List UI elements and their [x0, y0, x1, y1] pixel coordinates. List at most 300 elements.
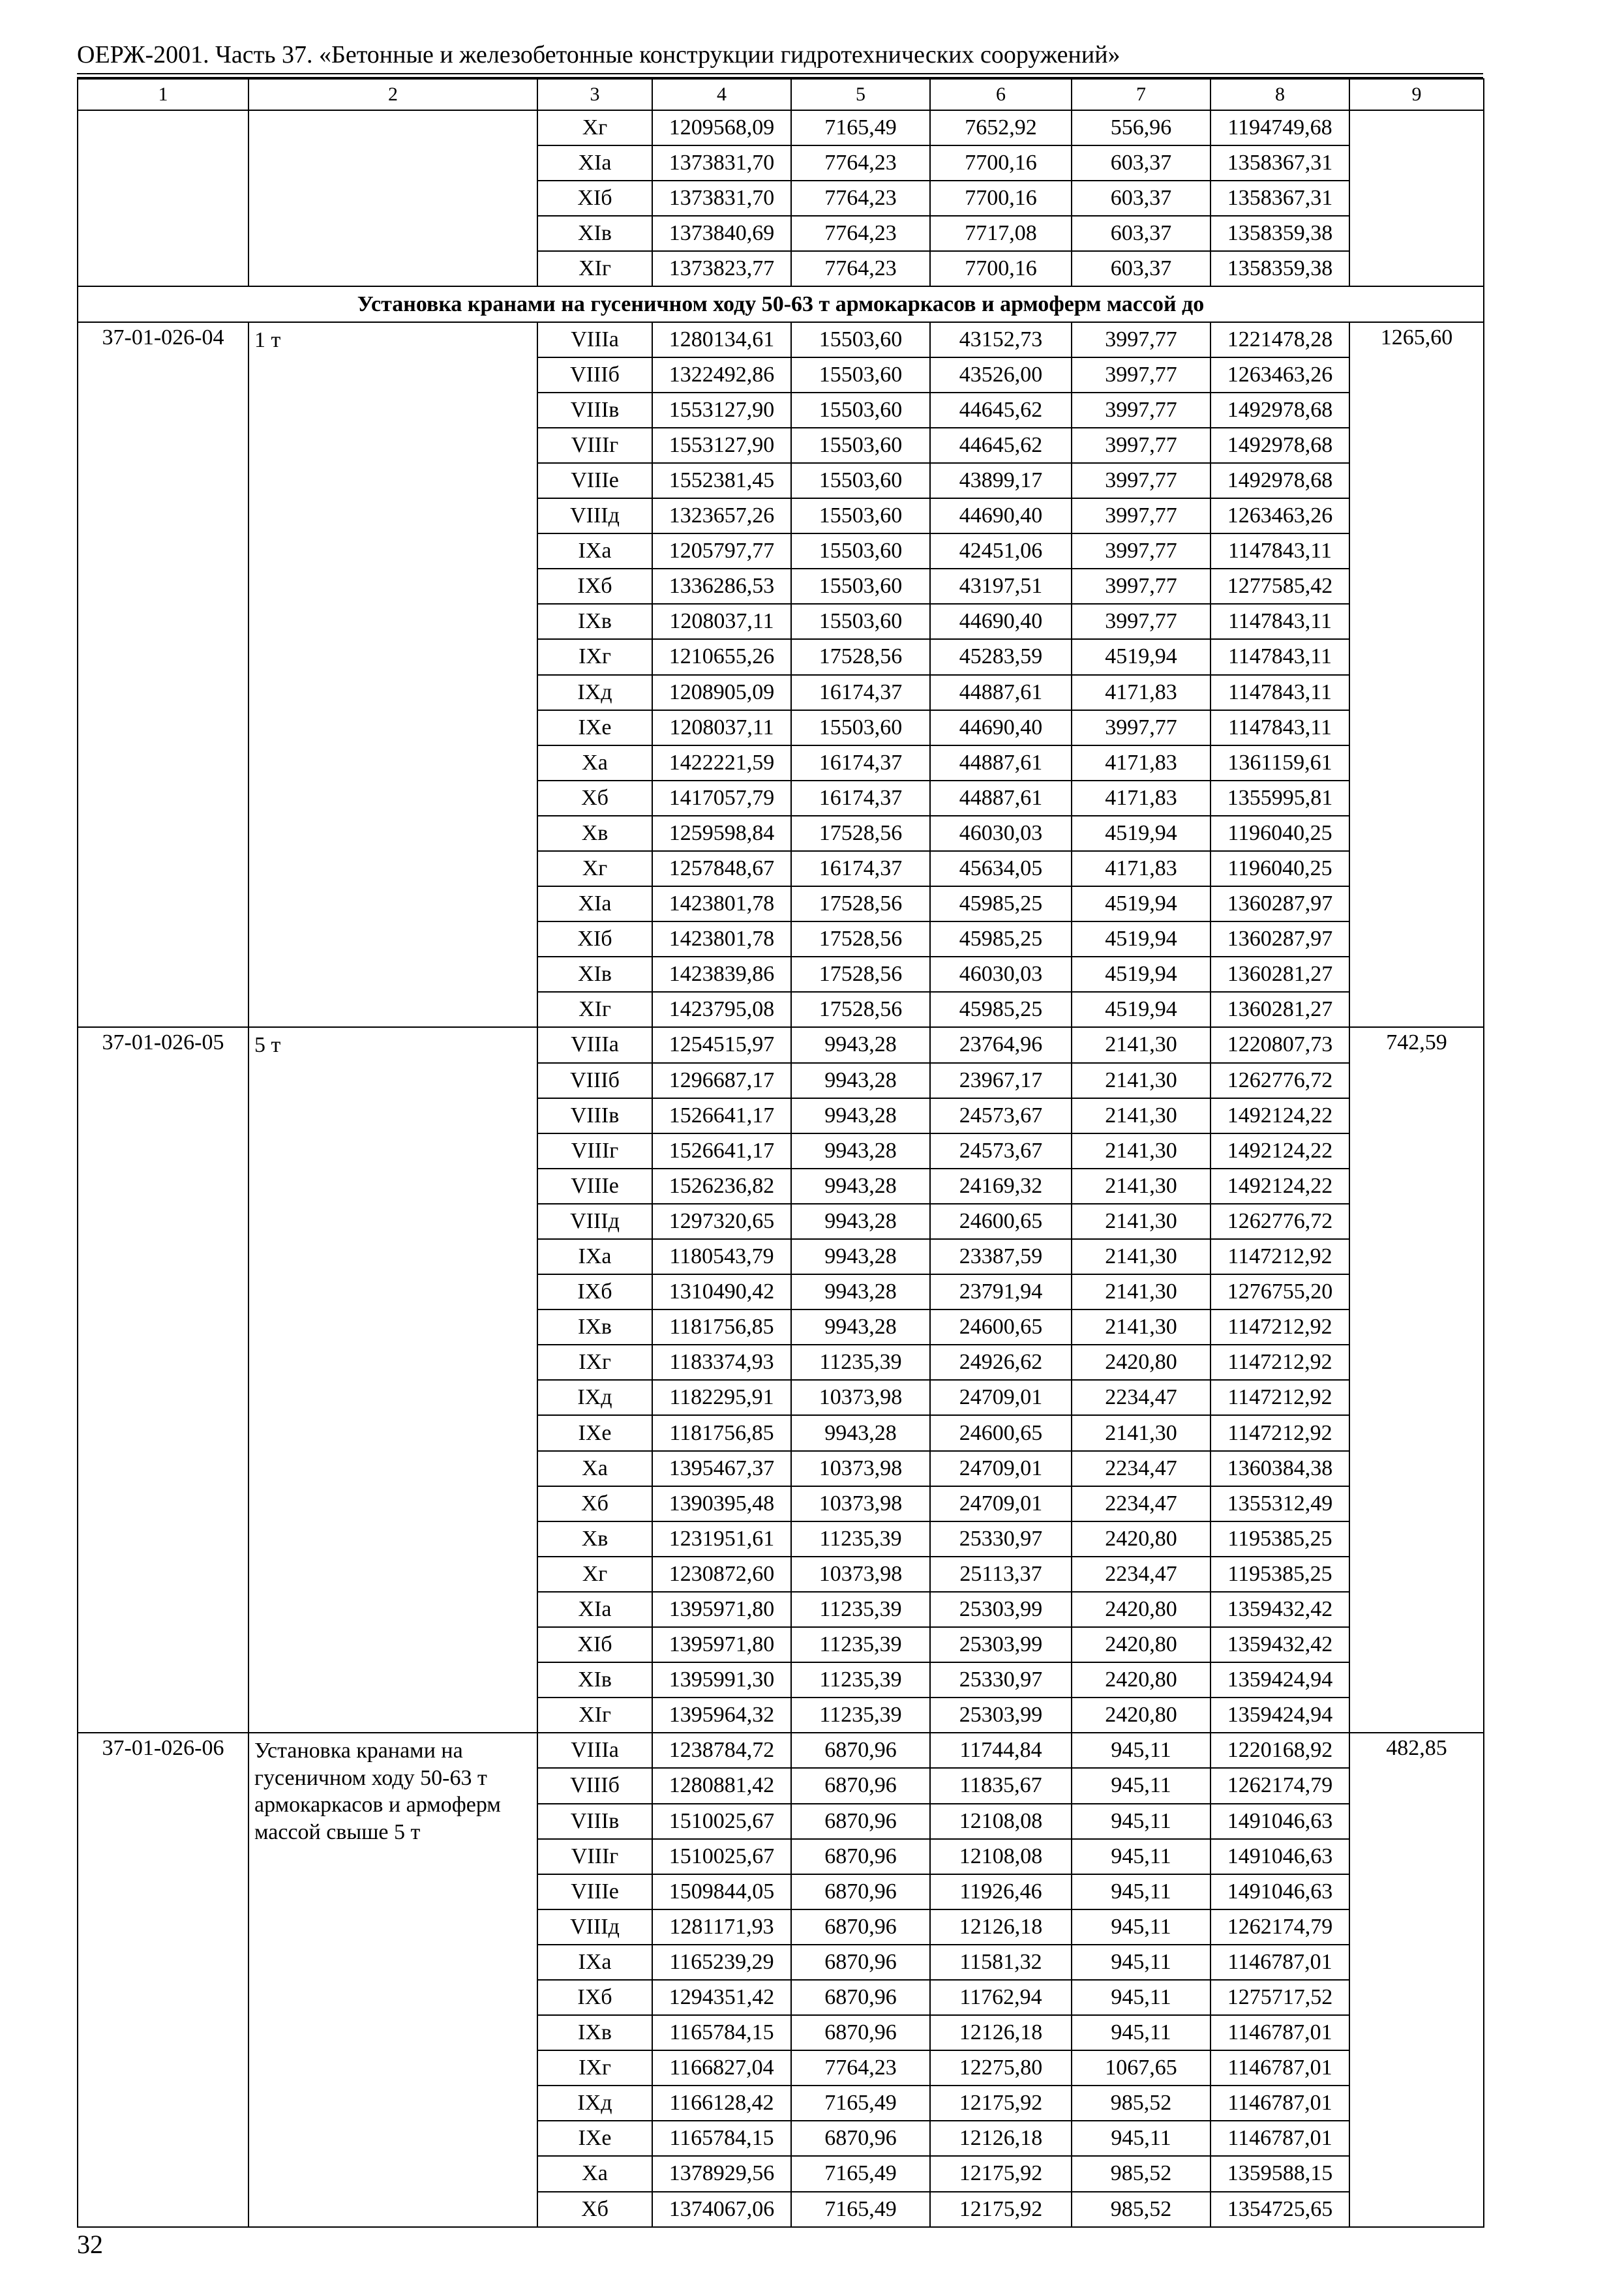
zone-cell: IХг — [537, 639, 652, 674]
total-cost-cell: 1373840,69 — [652, 216, 791, 251]
wage-cell: 16174,37 — [791, 675, 930, 710]
material-cost-cell: 1360287,97 — [1210, 886, 1349, 921]
rate-code-cell: 37-01-026-04 — [78, 322, 248, 1028]
material-cost-cell: 1147212,92 — [1210, 1345, 1349, 1380]
column-number-cell: 6 — [930, 79, 1072, 110]
wage-cell: 6870,96 — [791, 1980, 930, 2015]
zone-cell: Хв — [537, 816, 652, 851]
material-cost-cell: 1147212,92 — [1210, 1239, 1349, 1274]
material-cost-cell: 1220168,92 — [1210, 1733, 1349, 1768]
machinist-wage-cell: 4519,94 — [1072, 639, 1210, 674]
material-cost-cell: 1358359,38 — [1210, 251, 1349, 286]
rate-name-cell: Установка кранами на гусеничном ходу 50-63 т армокаркасов и армоферм массой свыше 5 т — [248, 1733, 537, 2226]
column-number-cell: 9 — [1349, 79, 1484, 110]
zone-cell: VIIIд — [537, 498, 652, 533]
zone-cell: XIа — [537, 145, 652, 181]
total-cost-cell: 1322492,86 — [652, 357, 791, 393]
machine-cost-cell: 24709,01 — [930, 1451, 1072, 1486]
machinist-wage-cell: 3997,77 — [1072, 604, 1210, 639]
material-cost-cell: 1146787,01 — [1210, 1945, 1349, 1980]
total-cost-cell: 1230872,60 — [652, 1557, 791, 1592]
machinist-wage-cell: 4519,94 — [1072, 886, 1210, 921]
wage-cell: 11235,39 — [791, 1698, 930, 1733]
rate-code-cell: 37-01-026-05 — [78, 1027, 248, 1733]
zone-cell: VIIIе — [537, 1874, 652, 1909]
table-body — [78, 79, 1484, 2227]
machinist-wage-cell: 4519,94 — [1072, 992, 1210, 1027]
wage-cell: 9943,28 — [791, 1274, 930, 1309]
total-cost-cell: 1254515,97 — [652, 1027, 791, 1062]
machinist-wage-cell: 3997,77 — [1072, 463, 1210, 498]
wage-cell: 15503,60 — [791, 463, 930, 498]
machine-cost-cell: 12108,08 — [930, 1839, 1072, 1874]
wage-cell: 11235,39 — [791, 1662, 930, 1698]
machinist-wage-cell: 985,52 — [1072, 2192, 1210, 2227]
total-cost-cell: 1280881,42 — [652, 1768, 791, 1803]
machine-cost-cell: 24926,62 — [930, 1345, 1072, 1380]
material-cost-cell: 1492124,22 — [1210, 1098, 1349, 1133]
material-cost-cell: 1146787,01 — [1210, 2015, 1349, 2050]
machinist-wage-cell: 3997,77 — [1072, 322, 1210, 357]
column-number-cell: 8 — [1210, 79, 1349, 110]
machine-cost-cell: 23791,94 — [930, 1274, 1072, 1309]
machinist-wage-cell: 2234,47 — [1072, 1486, 1210, 1521]
wage-cell: 17528,56 — [791, 992, 930, 1027]
total-cost-cell: 1395991,30 — [652, 1662, 791, 1698]
zone-cell: XIв — [537, 216, 652, 251]
material-cost-cell: 1147843,11 — [1210, 533, 1349, 569]
machine-cost-cell: 45985,25 — [930, 992, 1072, 1027]
total-cost-cell: 1166128,42 — [652, 2086, 791, 2121]
wage-cell: 15503,60 — [791, 393, 930, 428]
machinist-wage-cell: 945,11 — [1072, 1945, 1210, 1980]
material-cost-cell: 1491046,63 — [1210, 1804, 1349, 1839]
material-cost-cell: 1355995,81 — [1210, 781, 1349, 816]
total-cost-cell: 1208037,11 — [652, 604, 791, 639]
wage-cell: 6870,96 — [791, 1874, 930, 1909]
zone-cell: IХг — [537, 2050, 652, 2086]
machinist-wage-cell: 2141,30 — [1072, 1309, 1210, 1345]
zone-cell: VIIIа — [537, 322, 652, 357]
total-cost-cell: 1310490,42 — [652, 1274, 791, 1309]
material-cost-cell: 1360287,97 — [1210, 921, 1349, 957]
machinist-wage-cell: 4519,94 — [1072, 816, 1210, 851]
machine-cost-cell: 23967,17 — [930, 1063, 1072, 1098]
machinist-wage-cell: 945,11 — [1072, 1839, 1210, 1874]
machine-cost-cell: 12175,92 — [930, 2086, 1072, 2121]
machine-cost-cell: 44887,61 — [930, 675, 1072, 710]
material-cost-cell: 1263463,26 — [1210, 357, 1349, 393]
zone-cell: VIIIб — [537, 1768, 652, 1803]
material-cost-cell: 1263463,26 — [1210, 498, 1349, 533]
machine-cost-cell: 46030,03 — [930, 816, 1072, 851]
zone-cell: XIб — [537, 181, 652, 216]
zone-cell: IХд — [537, 2086, 652, 2121]
wage-cell: 17528,56 — [791, 957, 930, 992]
machine-cost-cell: 24169,32 — [930, 1169, 1072, 1204]
total-cost-cell: 1374067,06 — [652, 2192, 791, 2227]
machinist-wage-cell: 2141,30 — [1072, 1133, 1210, 1169]
wage-cell: 6870,96 — [791, 1945, 930, 1980]
wage-cell: 7764,23 — [791, 181, 930, 216]
machinist-wage-cell: 945,11 — [1072, 1909, 1210, 1945]
column-number-cell: 5 — [791, 79, 930, 110]
total-cost-cell: 1526641,17 — [652, 1133, 791, 1169]
wage-cell: 11235,39 — [791, 1592, 930, 1627]
zone-cell: Хг — [537, 851, 652, 886]
machine-cost-cell: 7652,92 — [930, 110, 1072, 145]
machine-cost-cell: 12175,92 — [930, 2156, 1072, 2191]
material-cost-cell: 1358367,31 — [1210, 145, 1349, 181]
column-number-row — [78, 79, 1484, 110]
machine-cost-cell: 25303,99 — [930, 1627, 1072, 1662]
material-cost-cell: 1355312,49 — [1210, 1486, 1349, 1521]
zone-cell: IХд — [537, 1380, 652, 1415]
machine-cost-cell: 7717,08 — [930, 216, 1072, 251]
machine-cost-cell: 24600,65 — [930, 1204, 1072, 1239]
total-cost-cell: 1323657,26 — [652, 498, 791, 533]
material-cost-cell: 1360281,27 — [1210, 957, 1349, 992]
total-cost-cell: 1395971,80 — [652, 1627, 791, 1662]
machine-cost-cell: 11926,46 — [930, 1874, 1072, 1909]
wage-cell: 10373,98 — [791, 1557, 930, 1592]
wage-cell: 17528,56 — [791, 886, 930, 921]
zone-cell: VIIIд — [537, 1909, 652, 1945]
table-row — [78, 1733, 1484, 1768]
wage-cell: 9943,28 — [791, 1133, 930, 1169]
rate-code-cell: 37-01-026-06 — [78, 1733, 248, 2226]
wage-cell: 16174,37 — [791, 851, 930, 886]
zone-cell: Хг — [537, 1557, 652, 1592]
section-heading: Установка кранами на гусеничном ходу 50-63 т армокаркасов и армоферм массой до — [78, 286, 1484, 322]
machine-cost-cell: 43197,51 — [930, 569, 1072, 604]
total-cost-cell: 1373831,70 — [652, 145, 791, 181]
machinist-wage-cell: 2234,47 — [1072, 1451, 1210, 1486]
machinist-wage-cell: 4171,83 — [1072, 851, 1210, 886]
machine-cost-cell: 24573,67 — [930, 1098, 1072, 1133]
total-cost-cell: 1208905,09 — [652, 675, 791, 710]
machinist-wage-cell: 2141,30 — [1072, 1027, 1210, 1062]
zone-cell: IХв — [537, 604, 652, 639]
total-cost-cell: 1336286,53 — [652, 569, 791, 604]
material-cost-cell: 1354725,65 — [1210, 2192, 1349, 2227]
zone-cell: XIг — [537, 992, 652, 1027]
zone-cell: IХе — [537, 1415, 652, 1450]
machine-cost-cell: 24709,01 — [930, 1486, 1072, 1521]
machine-cost-cell: 24709,01 — [930, 1380, 1072, 1415]
wage-cell: 9943,28 — [791, 1027, 930, 1062]
machine-cost-cell: 43899,17 — [930, 463, 1072, 498]
machinist-wage-cell: 2141,30 — [1072, 1239, 1210, 1274]
wage-cell: 9943,28 — [791, 1415, 930, 1450]
total-cost-cell: 1166827,04 — [652, 2050, 791, 2086]
total-cost-cell: 1180543,79 — [652, 1239, 791, 1274]
material-cost-cell: 1361159,61 — [1210, 745, 1349, 781]
zone-cell: IХб — [537, 1980, 652, 2015]
column-number-cell: 7 — [1072, 79, 1210, 110]
machinist-wage-cell: 4171,83 — [1072, 781, 1210, 816]
total-cost-cell: 1422221,59 — [652, 745, 791, 781]
machinist-wage-cell: 3997,77 — [1072, 428, 1210, 463]
machine-cost-cell: 44645,62 — [930, 428, 1072, 463]
total-cost-cell: 1423795,08 — [652, 992, 791, 1027]
machinist-wage-cell: 603,37 — [1072, 145, 1210, 181]
material-cost-cell: 1360281,27 — [1210, 992, 1349, 1027]
wage-cell: 7764,23 — [791, 2050, 930, 2086]
total-cost-cell: 1183374,93 — [652, 1345, 791, 1380]
material-cost-cell: 1147843,11 — [1210, 639, 1349, 674]
table-row — [78, 1027, 1484, 1062]
machine-cost-cell: 11762,94 — [930, 1980, 1072, 2015]
machine-cost-cell: 24573,67 — [930, 1133, 1072, 1169]
wage-cell: 6870,96 — [791, 1768, 930, 1803]
wage-cell: 15503,60 — [791, 533, 930, 569]
zone-cell: IХб — [537, 1274, 652, 1309]
machine-cost-cell: 12275,80 — [930, 2050, 1072, 2086]
zone-cell: IХа — [537, 1239, 652, 1274]
machinist-wage-cell: 603,37 — [1072, 216, 1210, 251]
wage-cell: 9943,28 — [791, 1169, 930, 1204]
wage-cell: 16174,37 — [791, 745, 930, 781]
machine-cost-cell: 45283,59 — [930, 639, 1072, 674]
machine-cost-cell: 46030,03 — [930, 957, 1072, 992]
total-cost-cell: 1280134,61 — [652, 322, 791, 357]
machinist-wage-cell: 2420,80 — [1072, 1521, 1210, 1557]
machinist-wage-cell: 945,11 — [1072, 1804, 1210, 1839]
rate-name-cell — [248, 110, 537, 286]
wage-cell: 11235,39 — [791, 1627, 930, 1662]
total-cost-cell: 1395467,37 — [652, 1451, 791, 1486]
machine-cost-cell: 45985,25 — [930, 921, 1072, 957]
machinist-wage-cell: 2420,80 — [1072, 1698, 1210, 1733]
machine-cost-cell: 25113,37 — [930, 1557, 1072, 1592]
total-cost-cell: 1373831,70 — [652, 181, 791, 216]
material-cost-cell: 1147843,11 — [1210, 604, 1349, 639]
total-cost-cell: 1553127,90 — [652, 393, 791, 428]
machinist-wage-cell: 2420,80 — [1072, 1592, 1210, 1627]
column-number-cell: 4 — [652, 79, 791, 110]
header-divider — [77, 73, 1483, 74]
zone-cell: VIIIв — [537, 1804, 652, 1839]
wage-cell: 15503,60 — [791, 357, 930, 393]
material-cost-cell: 1146787,01 — [1210, 2121, 1349, 2156]
material-cost-cell: 1221478,28 — [1210, 322, 1349, 357]
zone-cell: VIIIв — [537, 393, 652, 428]
machinist-wage-cell: 2141,30 — [1072, 1063, 1210, 1098]
zone-cell: IХа — [537, 533, 652, 569]
machinist-wage-cell: 2234,47 — [1072, 1557, 1210, 1592]
material-cost-cell: 1359424,94 — [1210, 1662, 1349, 1698]
total-cost-cell: 1296687,17 — [652, 1063, 791, 1098]
material-cost-cell: 1359588,15 — [1210, 2156, 1349, 2191]
machinist-wage-cell: 945,11 — [1072, 1733, 1210, 1768]
zone-cell: Ха — [537, 1451, 652, 1486]
zone-cell: XIа — [537, 886, 652, 921]
machine-cost-cell: 25303,99 — [930, 1592, 1072, 1627]
machine-cost-cell: 7700,16 — [930, 145, 1072, 181]
machine-cost-cell: 44690,40 — [930, 710, 1072, 745]
total-cost-cell: 1208037,11 — [652, 710, 791, 745]
machinist-wage-cell: 945,11 — [1072, 1980, 1210, 2015]
wage-cell: 10373,98 — [791, 1451, 930, 1486]
zone-cell: IХа — [537, 1945, 652, 1980]
machine-cost-cell: 23387,59 — [930, 1239, 1072, 1274]
zone-cell: VIIIг — [537, 1839, 652, 1874]
wage-cell: 15503,60 — [791, 569, 930, 604]
material-cost-cell: 1195385,25 — [1210, 1521, 1349, 1557]
material-cost-cell: 1147843,11 — [1210, 710, 1349, 745]
machine-cost-cell: 44887,61 — [930, 745, 1072, 781]
total-cost-cell: 1181756,85 — [652, 1415, 791, 1450]
machinist-wage-cell: 2141,30 — [1072, 1204, 1210, 1239]
total-cost-cell: 1417057,79 — [652, 781, 791, 816]
zone-cell: Ха — [537, 2156, 652, 2191]
wage-cell: 6870,96 — [791, 2015, 930, 2050]
total-cost-cell: 1390395,48 — [652, 1486, 791, 1521]
column-number-cell: 3 — [537, 79, 652, 110]
total-cost-cell: 1210655,26 — [652, 639, 791, 674]
material-cost-cell: 1492978,68 — [1210, 428, 1349, 463]
material-cost-cell: 1262776,72 — [1210, 1063, 1349, 1098]
total-cost-cell: 1423801,78 — [652, 886, 791, 921]
wage-cell: 7165,49 — [791, 2156, 930, 2191]
machine-cost-cell: 43526,00 — [930, 357, 1072, 393]
material-cost-cell: 1194749,68 — [1210, 110, 1349, 145]
machinist-wage-cell: 3997,77 — [1072, 498, 1210, 533]
machine-cost-cell: 24600,65 — [930, 1415, 1072, 1450]
machine-cost-cell: 25303,99 — [930, 1698, 1072, 1733]
material-cost-cell: 1147212,92 — [1210, 1309, 1349, 1345]
wage-cell: 6870,96 — [791, 1909, 930, 1945]
zone-cell: IХе — [537, 710, 652, 745]
total-cost-cell: 1165784,15 — [652, 2015, 791, 2050]
machinist-wage-cell: 3997,77 — [1072, 393, 1210, 428]
material-cost-cell: 1262776,72 — [1210, 1204, 1349, 1239]
machine-cost-cell: 23764,96 — [930, 1027, 1072, 1062]
machinist-wage-cell: 4519,94 — [1072, 957, 1210, 992]
total-cost-cell: 1509844,05 — [652, 1874, 791, 1909]
zone-cell: VIIIв — [537, 1098, 652, 1133]
total-cost-cell: 1373823,77 — [652, 251, 791, 286]
machinist-wage-cell: 2141,30 — [1072, 1098, 1210, 1133]
material-cost-cell: 1491046,63 — [1210, 1839, 1349, 1874]
machine-cost-cell: 42451,06 — [930, 533, 1072, 569]
labor-cost-cell: 742,59 — [1349, 1027, 1484, 1733]
wage-cell: 17528,56 — [791, 816, 930, 851]
total-cost-cell: 1423801,78 — [652, 921, 791, 957]
wage-cell: 16174,37 — [791, 781, 930, 816]
machinist-wage-cell: 1067,65 — [1072, 2050, 1210, 2086]
wage-cell: 10373,98 — [791, 1486, 930, 1521]
zone-cell: XIб — [537, 1627, 652, 1662]
wage-cell: 17528,56 — [791, 639, 930, 674]
total-cost-cell: 1510025,67 — [652, 1804, 791, 1839]
total-cost-cell: 1181756,85 — [652, 1309, 791, 1345]
total-cost-cell: 1231951,61 — [652, 1521, 791, 1557]
rate-name-cell: 5 т — [248, 1027, 537, 1733]
labor-cost-cell: 1265,60 — [1349, 322, 1484, 1028]
zone-cell: Хб — [537, 2192, 652, 2227]
machinist-wage-cell: 3997,77 — [1072, 357, 1210, 393]
wage-cell: 9943,28 — [791, 1063, 930, 1098]
machine-cost-cell: 24600,65 — [930, 1309, 1072, 1345]
total-cost-cell: 1205797,77 — [652, 533, 791, 569]
zone-cell: IХв — [537, 2015, 652, 2050]
wage-cell: 7764,23 — [791, 216, 930, 251]
zone-cell: VIIIб — [537, 1063, 652, 1098]
total-cost-cell: 1552381,45 — [652, 463, 791, 498]
wage-cell: 9943,28 — [791, 1098, 930, 1133]
wage-cell: 7165,49 — [791, 2086, 930, 2121]
total-cost-cell: 1281171,93 — [652, 1909, 791, 1945]
material-cost-cell: 1147212,92 — [1210, 1380, 1349, 1415]
wage-cell: 15503,60 — [791, 498, 930, 533]
total-cost-cell: 1257848,67 — [652, 851, 791, 886]
wage-cell: 15503,60 — [791, 604, 930, 639]
machinist-wage-cell: 2420,80 — [1072, 1627, 1210, 1662]
wage-cell: 6870,96 — [791, 2121, 930, 2156]
machine-cost-cell: 11744,84 — [930, 1733, 1072, 1768]
machinist-wage-cell: 4519,94 — [1072, 921, 1210, 957]
total-cost-cell: 1526236,82 — [652, 1169, 791, 1204]
material-cost-cell: 1195385,25 — [1210, 1557, 1349, 1592]
wage-cell: 7764,23 — [791, 145, 930, 181]
machine-cost-cell: 11581,32 — [930, 1945, 1072, 1980]
zone-cell: VIIIе — [537, 1169, 652, 1204]
zone-cell: IХе — [537, 2121, 652, 2156]
zone-cell: Хб — [537, 1486, 652, 1521]
rate-code-cell — [78, 110, 248, 286]
zone-cell: Ха — [537, 745, 652, 781]
zone-cell: VIIIг — [537, 1133, 652, 1169]
machinist-wage-cell: 2420,80 — [1072, 1662, 1210, 1698]
machine-cost-cell: 7700,16 — [930, 181, 1072, 216]
wage-cell: 10373,98 — [791, 1380, 930, 1415]
machinist-wage-cell: 2141,30 — [1072, 1274, 1210, 1309]
material-cost-cell: 1491046,63 — [1210, 1874, 1349, 1909]
zone-cell: IХд — [537, 675, 652, 710]
machinist-wage-cell: 3997,77 — [1072, 533, 1210, 569]
material-cost-cell: 1359424,94 — [1210, 1698, 1349, 1733]
machinist-wage-cell: 2141,30 — [1072, 1169, 1210, 1204]
total-cost-cell: 1297320,65 — [652, 1204, 791, 1239]
machinist-wage-cell: 985,52 — [1072, 2156, 1210, 2191]
zone-cell: IХг — [537, 1345, 652, 1380]
total-cost-cell: 1165239,29 — [652, 1945, 791, 1980]
machine-cost-cell: 11835,67 — [930, 1768, 1072, 1803]
material-cost-cell: 1277585,42 — [1210, 569, 1349, 604]
material-cost-cell: 1146787,01 — [1210, 2050, 1349, 2086]
machinist-wage-cell: 2141,30 — [1072, 1415, 1210, 1450]
total-cost-cell: 1423839,86 — [652, 957, 791, 992]
total-cost-cell: 1294351,42 — [652, 1980, 791, 2015]
wage-cell: 7165,49 — [791, 110, 930, 145]
machinist-wage-cell: 985,52 — [1072, 2086, 1210, 2121]
machinist-wage-cell: 2420,80 — [1072, 1345, 1210, 1380]
material-cost-cell: 1220807,73 — [1210, 1027, 1349, 1062]
machine-cost-cell: 44690,40 — [930, 604, 1072, 639]
machine-cost-cell: 7700,16 — [930, 251, 1072, 286]
zone-cell: Хг — [537, 110, 652, 145]
wage-cell: 6870,96 — [791, 1804, 930, 1839]
material-cost-cell: 1359432,42 — [1210, 1627, 1349, 1662]
total-cost-cell: 1238784,72 — [652, 1733, 791, 1768]
section-heading-row — [78, 286, 1484, 322]
wage-cell: 15503,60 — [791, 322, 930, 357]
total-cost-cell: 1182295,91 — [652, 1380, 791, 1415]
zone-cell: XIб — [537, 921, 652, 957]
total-cost-cell: 1395971,80 — [652, 1592, 791, 1627]
